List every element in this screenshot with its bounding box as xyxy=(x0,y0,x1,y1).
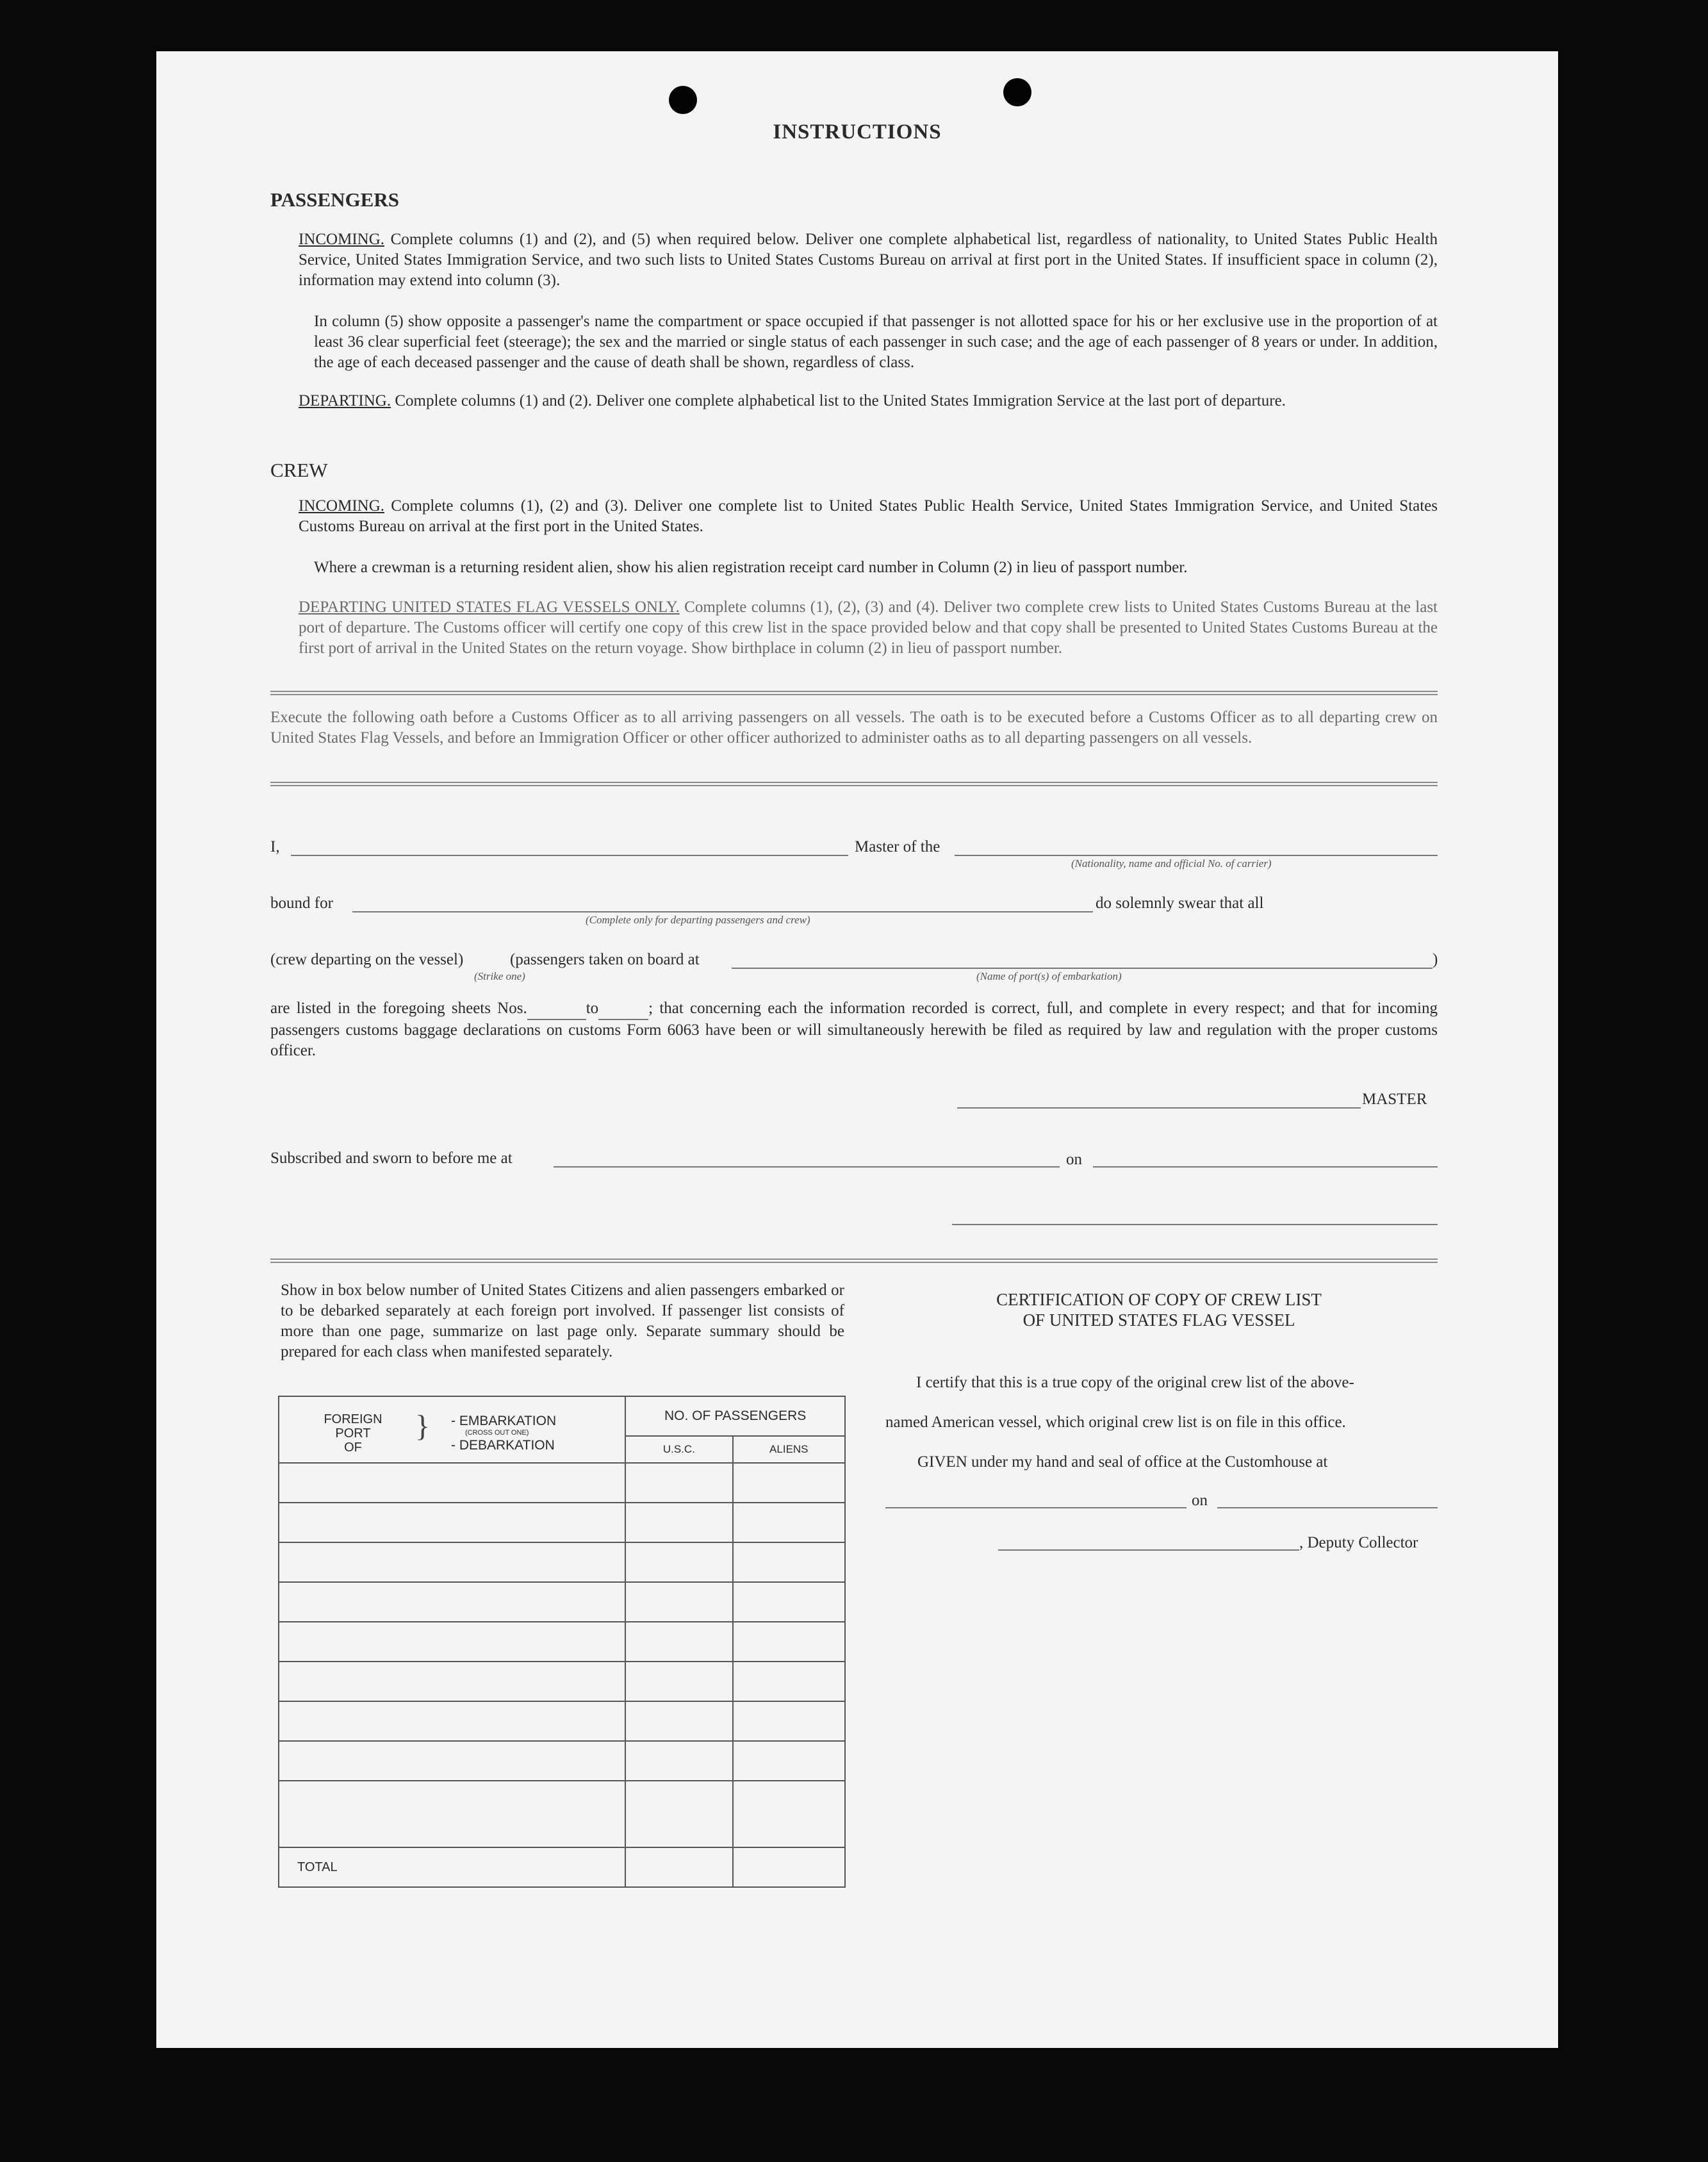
sheet-to-field[interactable] xyxy=(598,998,648,1020)
certification-on-label: on xyxy=(1192,1492,1208,1509)
document-sheet xyxy=(156,51,1558,2048)
total-row xyxy=(279,1847,845,1887)
sheet-from-field[interactable] xyxy=(527,998,586,1020)
port-cell[interactable] xyxy=(279,1622,625,1662)
crew-incoming-text: Complete columns (1), (2) and (3). Deliver one complete list to United States Public Health Service, United States Immigration Service, and United States Customs Bureau on arrival at the first port in the United States. xyxy=(299,497,1438,535)
table-row xyxy=(279,1741,845,1781)
debarkation-label: - DEBARKATION xyxy=(451,1438,555,1453)
crew-heading: CREW xyxy=(270,459,328,481)
oath-crew-departing: (crew departing on the vessel) xyxy=(270,951,464,968)
usc-cell[interactable] xyxy=(625,1741,732,1781)
usc-cell[interactable] xyxy=(625,1582,732,1622)
table-row xyxy=(279,1662,845,1701)
punch-hole-left xyxy=(669,86,697,114)
passengers-departing-paragraph xyxy=(299,391,1438,411)
port-header-line3: OF xyxy=(344,1440,362,1455)
passengers-header: NO. OF PASSENGERS xyxy=(625,1396,845,1436)
certification-title xyxy=(880,1289,1438,1330)
port-cell[interactable] xyxy=(279,1662,625,1701)
aliens-cell[interactable] xyxy=(733,1701,845,1741)
certification-text1: I certify that this is a true copy of the original crew list of the above- xyxy=(916,1374,1354,1391)
port-cell[interactable] xyxy=(279,1542,625,1582)
carrier-field[interactable] xyxy=(955,855,1438,856)
aliens-cell[interactable] xyxy=(733,1622,845,1662)
passengers-incoming-text: Complete columns (1) and (2), and (5) when required below. Deliver one complete alphabetical list, regardless of nationality, to United States Public Health Service, United States Immigration Service, and two such lists to United States Customs Bureau on arrival at first port in the United States. If insufficient space in column (2), information may extend into column (3). xyxy=(299,231,1438,289)
port-header xyxy=(313,1412,393,1455)
oath-passengers-taken: (passengers taken on board at xyxy=(510,951,700,968)
oath-close-paren: ) xyxy=(1433,951,1438,968)
subscribed-label: Subscribed and sworn to before me at xyxy=(270,1150,513,1167)
certification-date-field[interactable] xyxy=(1217,1507,1438,1508)
sworn-place-field[interactable] xyxy=(554,1166,1060,1168)
embarkation-port-field[interactable] xyxy=(732,968,1433,969)
usc-cell[interactable] xyxy=(625,1622,732,1662)
cross-out-label: (CROSS OUT ONE) xyxy=(465,1429,529,1437)
usc-cell[interactable] xyxy=(625,1662,732,1701)
oath-master-of-the: Master of the xyxy=(855,838,940,855)
table-row xyxy=(279,1582,845,1622)
strike-caption: (Strike one) xyxy=(474,970,525,982)
port-cell[interactable] xyxy=(279,1582,625,1622)
page-title: INSTRUCTIONS xyxy=(773,120,942,144)
port-cell[interactable] xyxy=(279,1741,625,1781)
summary-instruction: Show in box below number of United States Citizens and alien passengers embarked or to be debarked separately at each foreign port involved. If passenger list consists of more than one page, summarize on last page only. Separate summary should be prepared for each class when manifested separately. xyxy=(281,1282,844,1360)
port-cell[interactable] xyxy=(279,1701,625,1741)
oath-bound-for: bound for xyxy=(270,895,333,912)
oath-listed-paragraph xyxy=(270,998,1438,1061)
aliens-cell[interactable] xyxy=(733,1542,845,1582)
passengers-heading: PASSENGERS xyxy=(270,188,399,211)
passengers-incoming-label: INCOMING. xyxy=(299,231,385,248)
crew-resident-paragraph: Where a crewman is a returning resident alien, show his alien registration receipt card number in Column (2) in lieu of passport number. xyxy=(314,559,1188,576)
master-signature-field[interactable] xyxy=(957,1107,1361,1109)
divider-double-2 xyxy=(270,782,1438,786)
total-label: TOTAL xyxy=(279,1847,625,1887)
oath-listed-part1: are listed in the foregoing sheets Nos. xyxy=(270,1000,527,1017)
passengers-column5-paragraph: In column (5) show opposite a passenger's name the compartment or space occupied if that passenger is not allotted space for his or her exclusive use in the proportion of at least 36 clear superficial feet (steerage); the sex and the married or single status of each passenger in such case; and the age of each passenger of 8 years or under. In addition, the age of each deceased passenger and the cause of death shall be shown, regardless of class. xyxy=(314,313,1438,371)
port-cell[interactable] xyxy=(279,1463,625,1503)
usc-header: U.S.C. xyxy=(625,1436,732,1463)
aliens-header: ALIENS xyxy=(733,1436,845,1463)
certification-title-line1: CERTIFICATION OF COPY OF CREW LIST xyxy=(996,1290,1322,1309)
aliens-cell[interactable] xyxy=(733,1662,845,1701)
crew-departing-paragraph xyxy=(299,597,1438,659)
passenger-summary-table xyxy=(278,1396,846,1888)
crew-incoming-label: INCOMING. xyxy=(299,497,385,515)
passengers-departing-text: Complete columns (1) and (2). Deliver one complete alphabetical list to the United States Immigration Service at the last port of departure. xyxy=(395,392,1286,409)
carrier-caption: (Nationality, name and official No. of carrier) xyxy=(1071,857,1272,870)
deputy-signature-field[interactable] xyxy=(998,1549,1299,1551)
usc-cell[interactable] xyxy=(625,1503,732,1542)
brace-glyph: } xyxy=(415,1409,431,1443)
crew-incoming-paragraph xyxy=(299,496,1438,537)
punch-hole-right xyxy=(1003,78,1031,106)
certification-text2: named American vessel, which original crew list is on file in this office. xyxy=(885,1414,1346,1431)
embarkation-label: - EMBARKATION xyxy=(451,1414,557,1428)
oath-instruction: Execute the following oath before a Customs Officer as to all arriving passengers on all vessels. The oath is to be executed before a Customs Officer as to all departing crew on United States Flag Vessels, and before an Immigration Officer or other officer authorized to administer oaths as to all departing passengers on all vessels. xyxy=(270,709,1438,747)
oath-listed-part2: ; that concerning each the information recorded is correct, full, and complete in every respect; and that for incoming passengers customs baggage declarations on customs Form 6063 have been or will simultaneously herewith be filed as required by law and regulation with the proper customs officer. xyxy=(270,1000,1438,1059)
certification-title-line2: OF UNITED STATES FLAG VESSEL xyxy=(1022,1310,1295,1330)
port-header-line1: FOREIGN xyxy=(324,1412,382,1426)
divider-double-1 xyxy=(270,691,1438,695)
oath-swear: do solemnly swear that all xyxy=(1096,895,1264,912)
total-usc-cell[interactable] xyxy=(625,1847,732,1887)
oath-listed-to: to xyxy=(586,1000,599,1017)
aliens-cell[interactable] xyxy=(733,1781,845,1847)
usc-cell[interactable] xyxy=(625,1463,732,1503)
total-aliens-cell[interactable] xyxy=(733,1847,845,1887)
port-header-line2: PORT xyxy=(335,1426,371,1440)
master-name-field[interactable] xyxy=(291,855,848,856)
destination-field[interactable] xyxy=(352,911,1093,912)
aliens-cell[interactable] xyxy=(733,1741,845,1781)
port-header-cell xyxy=(279,1396,625,1463)
master-label: MASTER xyxy=(1362,1091,1427,1108)
aliens-cell[interactable] xyxy=(733,1582,845,1622)
deputy-collector-label: , Deputy Collector xyxy=(1299,1534,1418,1551)
divider-double-3 xyxy=(270,1258,1438,1263)
crew-departing-text: Complete columns (1), (2), (3) and (4). Deliver two complete crew lists to United States Customs Bureau at the last port of departure. The Customs officer will certify one copy of this crew list in the space provided below and that copy shall be presented to United States Customs Bureau at the first port of arrival in the United States on the return voyage. Show birthplace in column (2) in lieu of passport number. xyxy=(299,598,1438,657)
crew-departing-label: DEPARTING UNITED STATES FLAG VESSELS ONLY. xyxy=(299,598,680,616)
sworn-date-field[interactable] xyxy=(1093,1166,1438,1168)
usc-cell[interactable] xyxy=(625,1781,732,1847)
table-row xyxy=(279,1542,845,1582)
certification-text3: GIVEN under my hand and seal of office at the Customhouse at xyxy=(917,1453,1328,1471)
usc-cell[interactable] xyxy=(625,1701,732,1741)
passengers-incoming-paragraph xyxy=(299,229,1438,291)
officer-signature-field[interactable] xyxy=(952,1224,1438,1225)
port-caption: (Name of port(s) of embarkation) xyxy=(976,970,1122,982)
table-row xyxy=(279,1701,845,1741)
port-cell[interactable] xyxy=(279,1781,625,1847)
port-cell[interactable] xyxy=(279,1503,625,1542)
passengers-departing-label: DEPARTING. xyxy=(299,392,391,409)
usc-cell[interactable] xyxy=(625,1542,732,1582)
aliens-cell[interactable] xyxy=(733,1463,845,1503)
oath-i: I, xyxy=(270,838,280,855)
sworn-on-label: on xyxy=(1066,1151,1082,1168)
destination-caption: (Complete only for departing passengers and crew) xyxy=(586,914,810,926)
customhouse-field[interactable] xyxy=(885,1507,1187,1508)
aliens-cell[interactable] xyxy=(733,1503,845,1542)
table-row xyxy=(279,1463,845,1503)
table-row xyxy=(279,1622,845,1662)
table-row xyxy=(279,1503,845,1542)
table-row xyxy=(279,1781,845,1847)
